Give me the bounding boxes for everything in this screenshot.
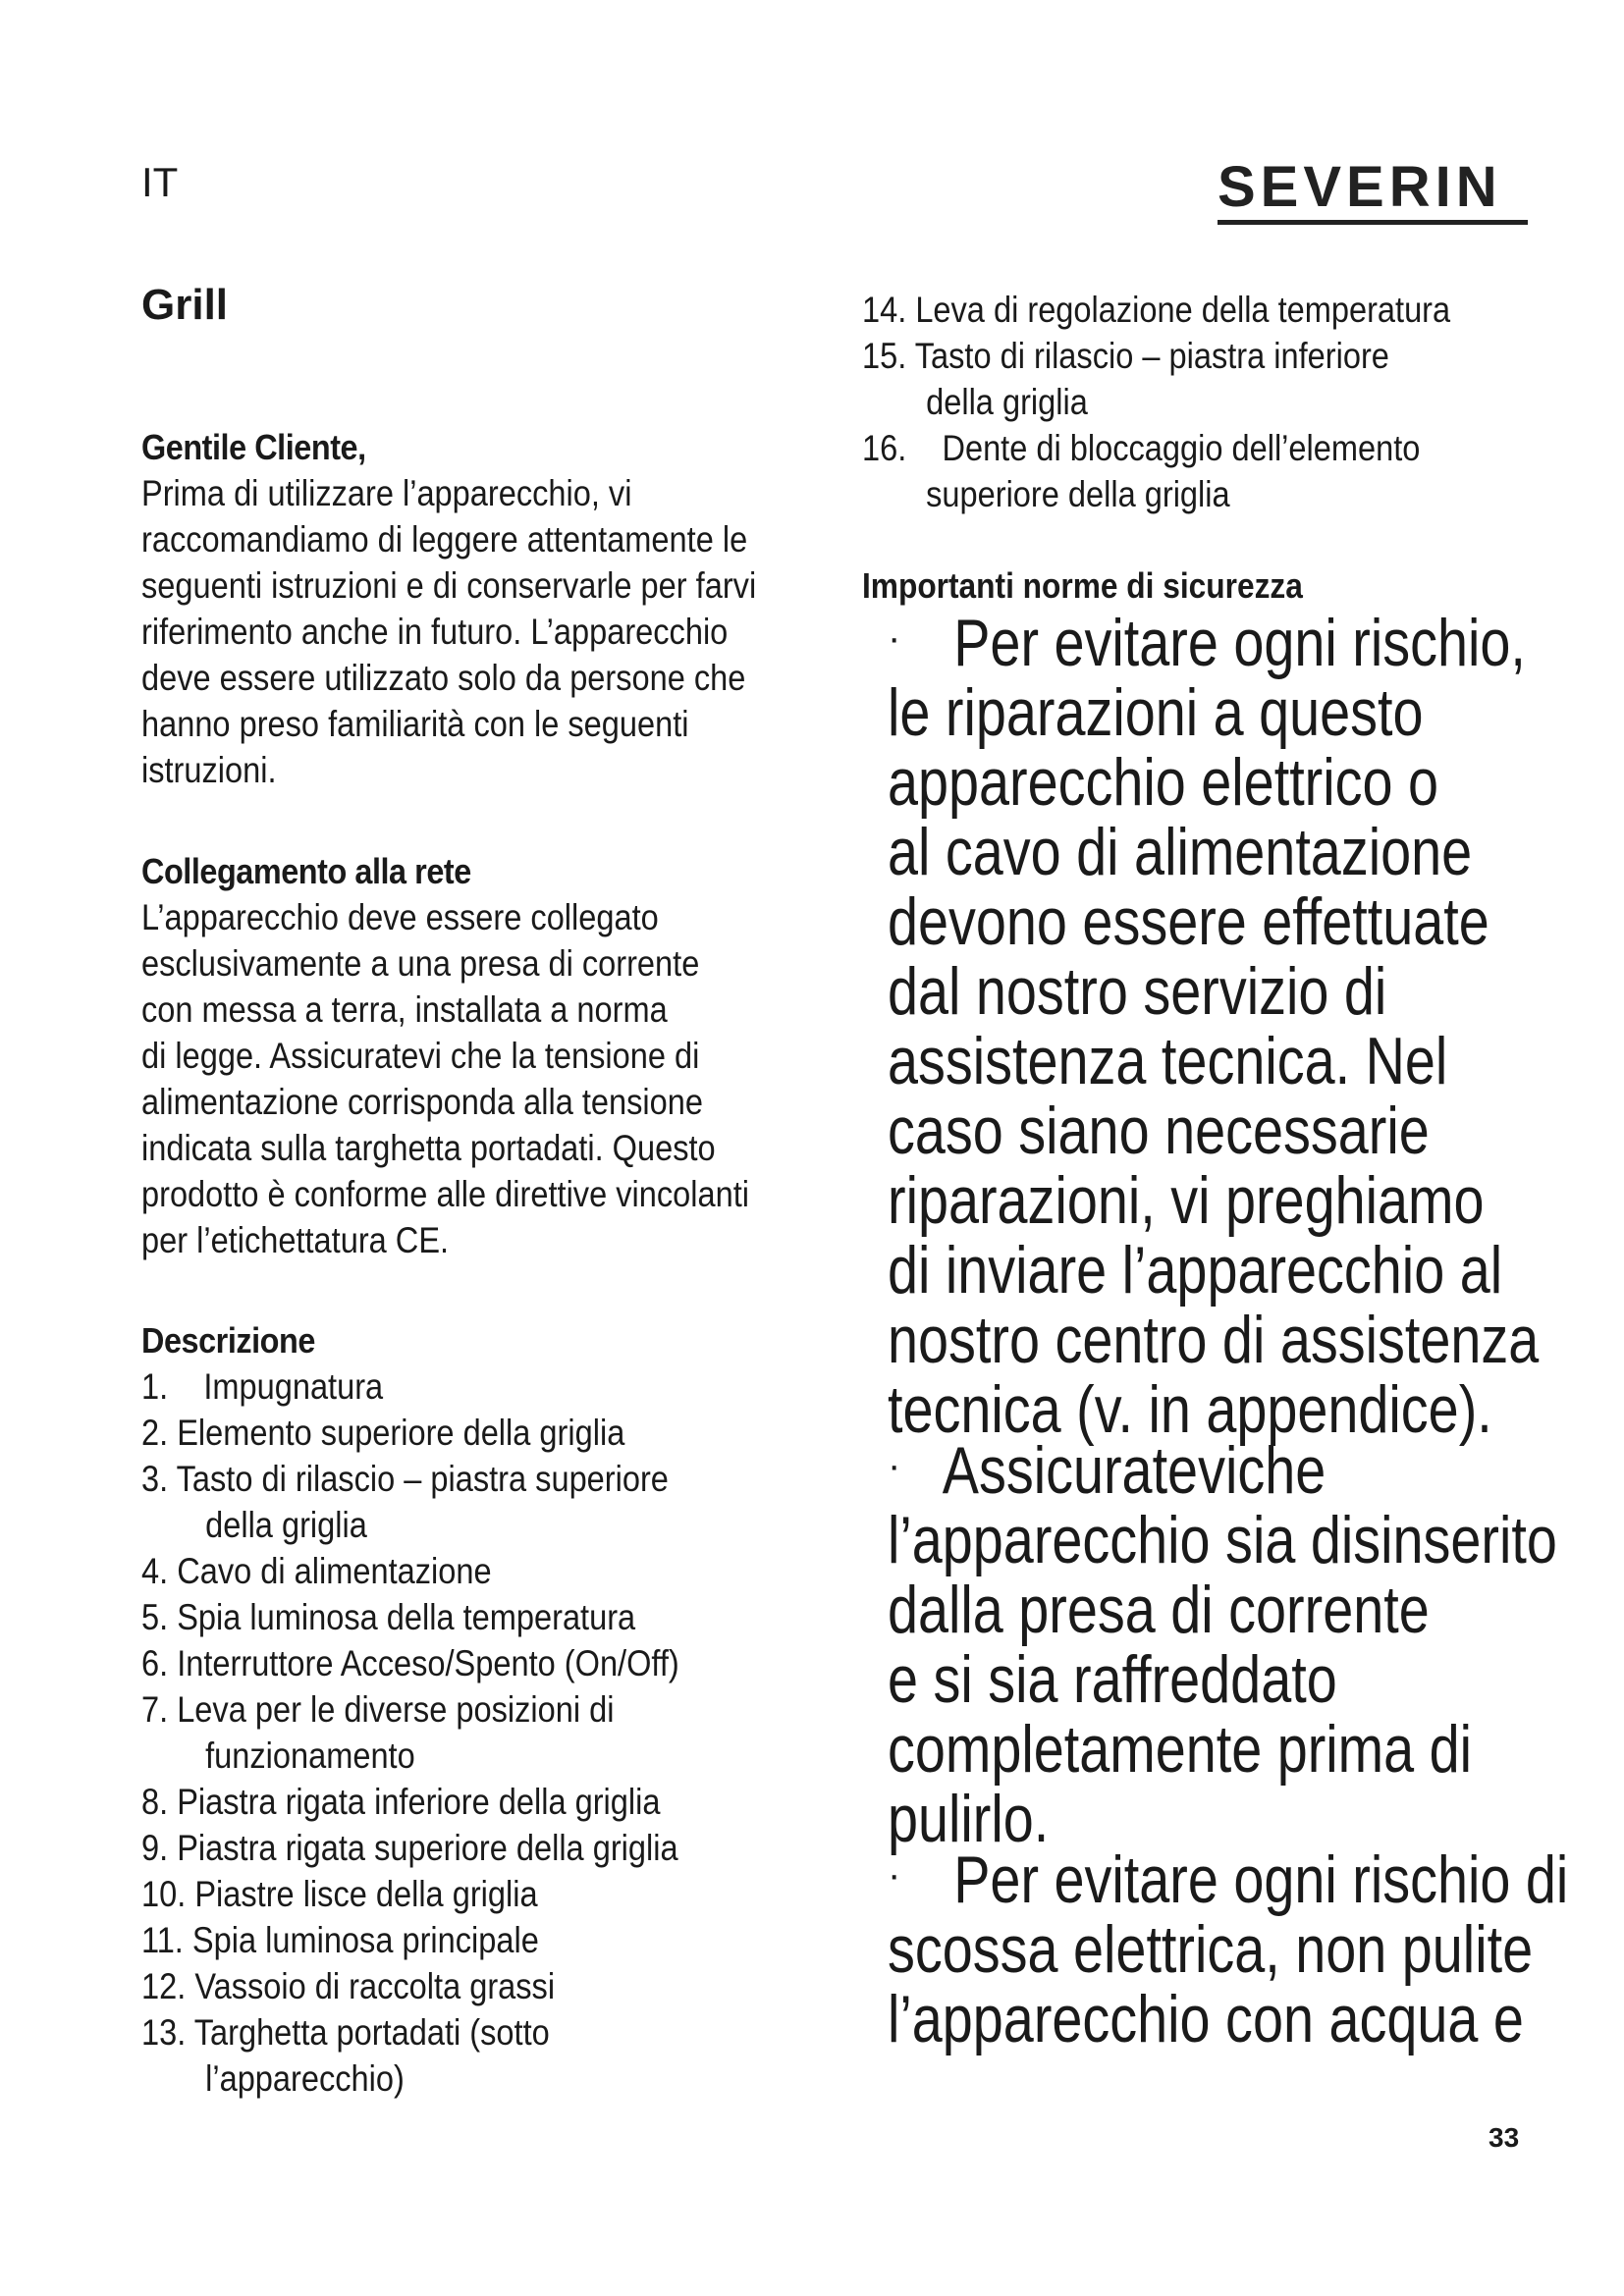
description-list-continued: [862, 287, 1531, 517]
description-item: [862, 287, 1450, 333]
item-number: 7.: [141, 1689, 169, 1730]
description-item-continuation: [141, 1502, 679, 1548]
safety-bullet: [888, 606, 1624, 1447]
item-number: 15.: [862, 336, 907, 376]
description-item: [141, 1871, 679, 1917]
description-item: [862, 333, 1450, 379]
connection-line: alimentazione corrisponda alla tensione: [141, 1082, 703, 1122]
bullet-icon: ·: [888, 1853, 901, 1896]
connection-line: per l’etichettatura CE.: [141, 1220, 450, 1260]
safety-text-line: Per evitare ogni rischio di: [953, 1842, 1569, 1917]
item-text: Tasto di rilascio – piastra inferiore: [914, 336, 1389, 376]
safety-text-line: tecnica (v. in appendice).: [888, 1372, 1492, 1447]
item-number: 8.: [141, 1782, 169, 1822]
description-item: [141, 2009, 679, 2056]
item-text: Dente di bloccaggio dell’elemento: [915, 428, 1421, 468]
item-text: Leva per le diverse posizioni di: [177, 1689, 615, 1730]
safety-text-line: dalla presa di corrente: [888, 1573, 1430, 1647]
safety-text-line: scossa elettrica, non pulite: [888, 1912, 1534, 1987]
item-text-continued: superiore della griglia: [926, 474, 1230, 514]
description-section: [141, 1318, 752, 2102]
greeting-line: seguenti istruzioni e di conservarle per farvi: [141, 565, 757, 606]
description-item-continuation: [141, 1733, 679, 1779]
safety-text-line: e si sia raffreddato: [888, 1642, 1337, 1717]
brand-underline: [1218, 220, 1528, 225]
greeting-line: Prima di utilizzare l’apparecchio, vi: [141, 473, 632, 513]
item-number: 4.: [141, 1551, 169, 1591]
item-text: Piastre lisce della griglia: [194, 1874, 538, 1914]
safety-text-line: Assicurateviche: [942, 1433, 1326, 1508]
item-text-continued: funzionamento: [205, 1735, 415, 1776]
connection-line: prodotto è conforme alle direttive vincolanti: [141, 1174, 749, 1214]
description-item: [141, 1410, 679, 1456]
item-number: 16.: [862, 428, 907, 468]
description-item: [141, 1686, 679, 1733]
item-text-continued: della griglia: [926, 382, 1088, 422]
description-item-continuation: [141, 2056, 679, 2102]
item-text: Piastra rigata superiore della griglia: [177, 1828, 678, 1868]
description-item: [141, 1779, 679, 1825]
greeting-line: istruzioni.: [141, 750, 277, 790]
page-number: 33: [1489, 2122, 1520, 2153]
item-text: Impugnatura: [177, 1366, 384, 1407]
description-item-continuation: [862, 471, 1450, 517]
safety-text-line: l’apparecchio con acqua e: [888, 1982, 1524, 2056]
description-item: [141, 1456, 679, 1502]
item-number: 9.: [141, 1828, 169, 1868]
item-number: 13.: [141, 2012, 187, 2053]
connection-line: indicata sulla targhetta portadati. Questo: [141, 1128, 716, 1168]
connection-section: [141, 849, 832, 1263]
item-number: 10.: [141, 1874, 187, 1914]
item-text-continued: della griglia: [205, 1505, 367, 1545]
safety-text-line: dal nostro servizio di: [888, 954, 1387, 1029]
safety-text-line: apparecchio elettrico o: [888, 745, 1439, 820]
greeting-section: [141, 425, 840, 793]
safety-bullet: [888, 1842, 1624, 2056]
description-item: [141, 1963, 679, 2009]
description-item: [141, 1594, 679, 1640]
safety-text-line: devono essere effettuate: [888, 884, 1489, 959]
safety-text-line: caso siano necessarie: [888, 1094, 1430, 1168]
item-number: 3.: [141, 1459, 169, 1499]
brand-name: SEVERIN: [1218, 155, 1502, 219]
item-text: Leva di regolazione della temperatura: [915, 290, 1451, 330]
item-number: 14.: [862, 290, 907, 330]
item-text: Cavo di alimentazione: [177, 1551, 492, 1591]
description-item: [141, 1640, 679, 1686]
description-item: [141, 1548, 679, 1594]
safety-text-line: al cavo di alimentazione: [888, 815, 1473, 889]
safety-text-line: completamente prima di: [888, 1712, 1473, 1787]
safety-text-line: Per evitare ogni rischio,: [953, 606, 1526, 680]
safety-section: [862, 563, 1363, 609]
item-text: Interruttore Acceso/Spento (On/Off): [177, 1643, 679, 1683]
item-text: Vassoio di raccolta grassi: [194, 1966, 556, 2006]
greeting-line: hanno preso familiarità con le seguenti: [141, 704, 689, 744]
item-number: 1.: [141, 1366, 169, 1407]
item-text: Spia luminosa della temperatura: [177, 1597, 636, 1637]
connection-line: di legge. Assicuratevi che la tensione di: [141, 1036, 700, 1076]
page-title: Grill: [141, 281, 229, 329]
item-text-continued: l’apparecchio): [205, 2058, 405, 2099]
description-item: [141, 1825, 679, 1871]
description-item: [141, 1917, 679, 1963]
bullet-icon: ·: [888, 616, 901, 660]
safety-text-line: riparazioni, vi preghiamo: [888, 1163, 1485, 1238]
item-text: Elemento superiore della griglia: [177, 1413, 625, 1453]
description-list-left: [141, 1363, 752, 2102]
item-number: 5.: [141, 1597, 169, 1637]
brand-logo: [1218, 157, 1528, 226]
greeting-line: raccomandiamo di leggere attentamente le: [141, 519, 748, 560]
safety-bullet: [888, 1433, 1624, 1856]
item-text: Spia luminosa principale: [191, 1920, 539, 1960]
item-number: 12.: [141, 1966, 187, 2006]
description-item-continuation: [862, 379, 1450, 425]
safety-text-line: pulirlo.: [888, 1782, 1050, 1856]
item-text: Targhetta portadati (sotto: [193, 2012, 550, 2053]
item-number: 11.: [141, 1920, 184, 1960]
item-text: Tasto di rilascio – piastra superiore: [176, 1459, 669, 1499]
safety-text-line: le riparazioni a questo: [888, 675, 1424, 750]
safety-text-line: di inviare l’apparecchio al: [888, 1233, 1503, 1308]
connection-line: esclusivamente a una presa di corrente: [141, 943, 700, 984]
connection-line: con messa a terra, installata a norma: [141, 989, 668, 1030]
connection-line: L’apparecchio deve essere collegato: [141, 897, 659, 937]
description-item: [862, 425, 1450, 471]
description-item: [141, 1363, 679, 1410]
safety-text-line: assistenza tecnica. Nel: [888, 1024, 1448, 1098]
bullet-icon: ·: [888, 1444, 901, 1487]
greeting-line: deve essere utilizzato solo da persone che: [141, 658, 746, 698]
language-code: IT: [141, 159, 179, 205]
item-number: 6.: [141, 1643, 169, 1683]
description-heading: Descrizione: [141, 1320, 315, 1361]
greeting-line: riferimento anche in futuro. L’apparecchio: [141, 612, 729, 652]
safety-text-line: nostro centro di assistenza: [888, 1303, 1540, 1377]
description-list-right: [862, 287, 1531, 517]
item-number: 2.: [141, 1413, 169, 1453]
safety-heading: Importanti norme di sicurezza: [862, 565, 1303, 606]
safety-text-line: l’apparecchio sia disinserito: [888, 1503, 1557, 1577]
item-text: Piastra rigata inferiore della griglia: [177, 1782, 661, 1822]
greeting-heading: Gentile Cliente,: [141, 427, 366, 467]
connection-heading: Collegamento alla rete: [141, 851, 471, 891]
